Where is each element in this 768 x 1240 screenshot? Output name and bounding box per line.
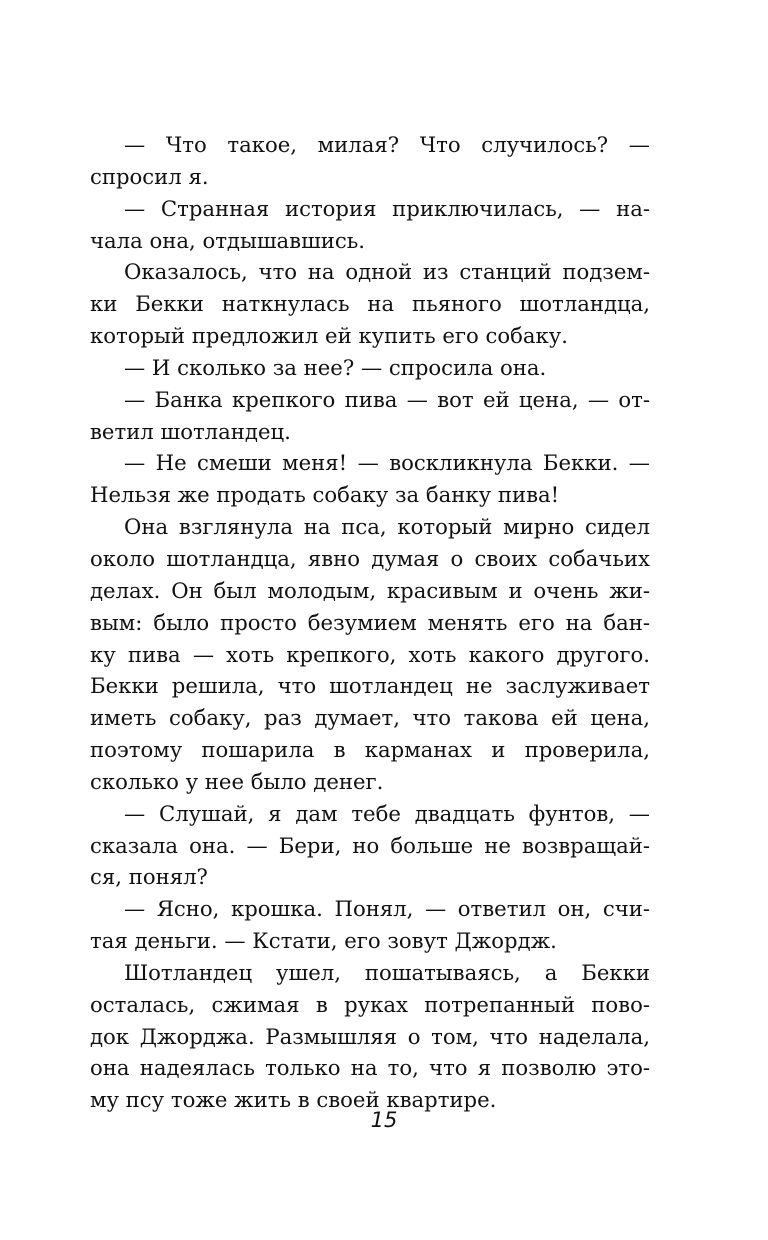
- text-line: Она взглянула на пса, который мирно сидел: [124, 514, 650, 540]
- text-line: Шотландец ушел, пошатываясь, а Бекки: [124, 959, 650, 985]
- text-line: иметь собаку, раз думает, что такова ей цена,: [90, 705, 650, 731]
- text-line: около шотландца, явно думая о своих собачьих: [90, 545, 650, 571]
- text-line: Оказалось, что на одной из станций подзем-: [124, 259, 650, 285]
- text-line: осталась, сжимая в руках потрепанный пово-: [90, 991, 650, 1017]
- text-line: — Слушай, я дам тебе двадцать фунтов, —: [124, 800, 650, 826]
- text-line: Бекки решила, что шотландец не заслуживает: [90, 673, 650, 699]
- text-line: му псу тоже жить в своей квартире.: [90, 1087, 497, 1113]
- text-line: сказала она. — Бери, но больше не возвращай-: [90, 832, 650, 858]
- body-text: [90, 129, 650, 1116]
- text-line: она надеялась только на то, что я позволю это-: [90, 1055, 650, 1081]
- text-line: делах. Он был молодым, красивым и очень жи-: [90, 577, 650, 603]
- text-line: — Не смеши меня! — воскликнула Бекки. —: [124, 450, 650, 476]
- text-line: ки Бекки наткнулась на пьяного шотландца,: [90, 291, 650, 317]
- text-line: — И сколько за нее? — спросила она.: [124, 354, 547, 380]
- text-line: Нельзя же продать собаку за банку пива!: [90, 482, 560, 508]
- text-line: — Странная история приключилась, — на-: [124, 195, 650, 221]
- page-number: 15: [370, 1108, 398, 1132]
- text-line: вым: было просто безумием менять его на бан-: [90, 609, 650, 635]
- text-line: ветил шотландец.: [90, 418, 291, 444]
- text-line: док Джорджа. Размышляя о том, что наделала,: [90, 1023, 650, 1049]
- text-line: ся, понял?: [90, 864, 208, 890]
- text-line: поэтому пошарила в карманах и проверила,: [90, 737, 650, 763]
- text-line: — Что такое, милая? Что случилось? —: [124, 132, 650, 157]
- text-line: чала она, отдышавшись.: [90, 227, 366, 253]
- text-line: ку пива — хоть крепкого, хоть какого другого.: [90, 641, 650, 667]
- text-line: сколько у нее было денег.: [90, 768, 384, 794]
- text-line: — Ясно, крошка. Понял, — ответил он, счи-: [124, 896, 650, 922]
- text-line: который предложил ей купить его собаку.: [90, 323, 568, 349]
- text-line: — Банка крепкого пива — вот ей цена, — от-: [124, 386, 650, 412]
- text-line: спросил я.: [90, 163, 209, 189]
- text-line: тая деньги. — Кстати, его зовут Джордж.: [90, 928, 557, 954]
